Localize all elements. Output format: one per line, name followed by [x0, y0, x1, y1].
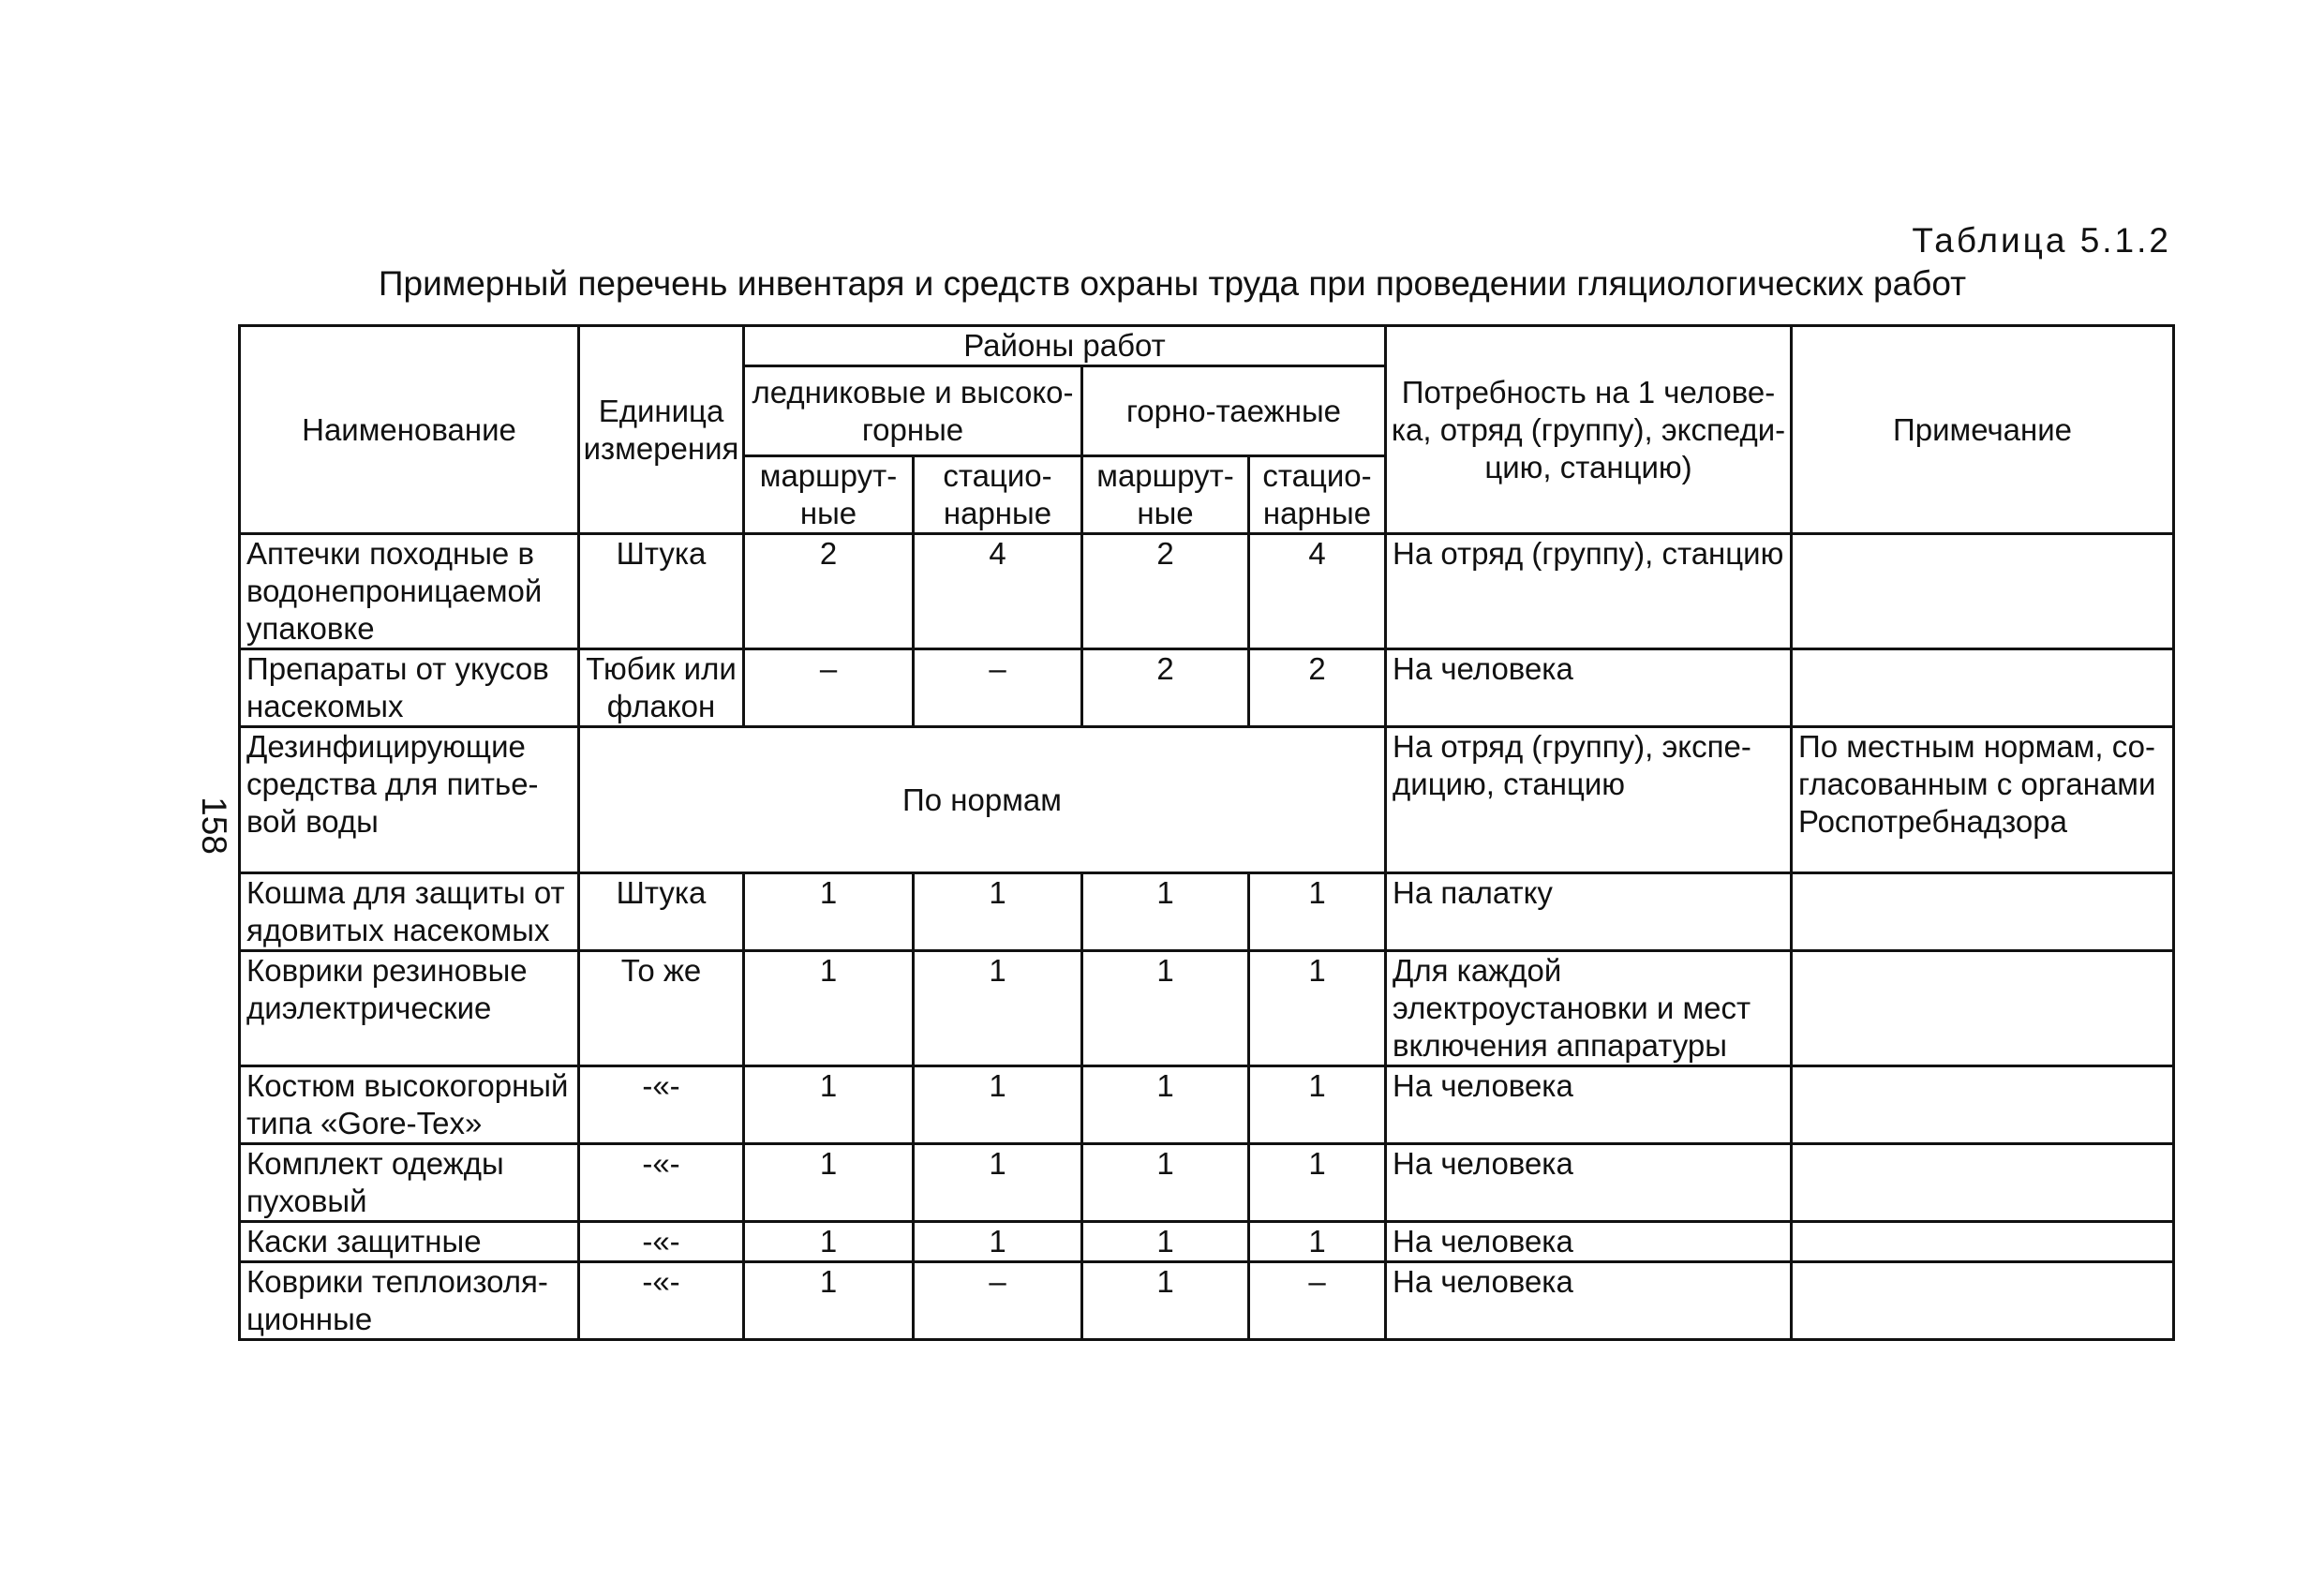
- row-need: На человека: [1386, 1262, 1792, 1340]
- row-name: Кошма для защиты от ядовитых насекомых: [240, 873, 579, 951]
- row-value: –: [914, 649, 1082, 727]
- row-note: [1792, 649, 2174, 727]
- row-note: [1792, 1144, 2174, 1222]
- row-value: 1: [1082, 1262, 1249, 1340]
- row-name: Каски защитные: [240, 1222, 579, 1262]
- row-need: На отряд (группу), экспедицию, станцию: [1386, 727, 1792, 873]
- row-value: 1: [1082, 1144, 1249, 1222]
- row-value: 1: [1082, 951, 1249, 1066]
- row-name: Коврики резиновые диэлектрические: [240, 951, 579, 1066]
- row-name: Костюм высокогорный типа «Gore-Tex»: [240, 1066, 579, 1144]
- table-label: Таблица 5.1.2: [1912, 221, 2171, 260]
- row-value: 2: [1082, 649, 1249, 727]
- row-value: 4: [1249, 534, 1386, 649]
- row-unit: Штука: [579, 534, 744, 649]
- row-merged-value: По нормам: [579, 727, 1386, 873]
- row-value: 1: [914, 951, 1082, 1066]
- row-need: На человека: [1386, 649, 1792, 727]
- row-value: 1: [1082, 1066, 1249, 1144]
- table-title: Примерный перечень инвентаря и средств охраны труда при проведении гляциологических работ: [378, 264, 1967, 303]
- table-row: [240, 1144, 2174, 1222]
- row-value: 1: [1082, 873, 1249, 951]
- row-note: [1792, 1262, 2174, 1340]
- header-glacier: ледниковые и высокогорные: [744, 366, 1082, 456]
- row-value: 1: [1249, 951, 1386, 1066]
- row-name: Препараты от укусов насекомых: [240, 649, 579, 727]
- header-name: Наименование: [240, 326, 579, 534]
- table-row: [240, 951, 2174, 1066]
- table-row: [240, 1222, 2174, 1262]
- row-value: 1: [914, 1144, 1082, 1222]
- row-value: 1: [1249, 1222, 1386, 1262]
- row-name: Аптечки походные в водонепроницаемой упаковке: [240, 534, 579, 649]
- row-value: 1: [1249, 1144, 1386, 1222]
- row-value: –: [1249, 1262, 1386, 1340]
- row-need: Для каждой электроустановки и мест включения аппаратуры: [1386, 951, 1792, 1066]
- table-row: [240, 1066, 2174, 1144]
- row-name: Коврики теплоизоляционные: [240, 1262, 579, 1340]
- table-row: [240, 649, 2174, 727]
- row-value: 4: [914, 534, 1082, 649]
- table-row: [240, 727, 2174, 873]
- row-value: –: [914, 1262, 1082, 1340]
- row-value: 1: [914, 873, 1082, 951]
- row-name: Дезинфицирующие средства для питьевой воды: [240, 727, 579, 873]
- row-unit: -«-: [579, 1262, 744, 1340]
- row-value: 1: [744, 1144, 914, 1222]
- row-need: На палатку: [1386, 873, 1792, 951]
- header-taiga: горно-таежные: [1082, 366, 1386, 456]
- row-note: [1792, 873, 2174, 951]
- table-row: [240, 1262, 2174, 1340]
- row-note: По местным нормам, согласованным с органами Роспотребнадзора: [1792, 727, 2174, 873]
- row-unit: -«-: [579, 1066, 744, 1144]
- row-value: 2: [1249, 649, 1386, 727]
- row-value: 2: [1082, 534, 1249, 649]
- table-header: [240, 326, 2174, 534]
- row-note: [1792, 951, 2174, 1066]
- page-number: 158: [194, 797, 233, 855]
- row-unit: -«-: [579, 1222, 744, 1262]
- table-row: [240, 873, 2174, 951]
- table-body: [240, 534, 2174, 1340]
- header-need: Потребность на 1 человека, отряд (группу), экспедицию, станцию): [1386, 326, 1792, 534]
- row-value: 1: [744, 1262, 914, 1340]
- row-unit: Тюбик или флакон: [579, 649, 744, 727]
- header-note: Примечание: [1792, 326, 2174, 534]
- row-value: 1: [914, 1066, 1082, 1144]
- header-taiga-route: маршрутные: [1082, 456, 1249, 534]
- row-unit: То же: [579, 951, 744, 1066]
- header-unit: Единица измерения: [579, 326, 744, 534]
- row-value: 1: [744, 951, 914, 1066]
- row-value: 1: [1249, 873, 1386, 951]
- row-value: 1: [744, 1222, 914, 1262]
- table-row: [240, 534, 2174, 649]
- row-note: [1792, 534, 2174, 649]
- row-note: [1792, 1066, 2174, 1144]
- row-value: 1: [1249, 1066, 1386, 1144]
- row-unit: Штука: [579, 873, 744, 951]
- row-value: 1: [744, 1066, 914, 1144]
- row-need: На отряд (группу), станцию: [1386, 534, 1792, 649]
- header-taiga-stationary: стационарные: [1249, 456, 1386, 534]
- row-value: 1: [744, 873, 914, 951]
- row-name: Комплект одежды пуховый: [240, 1144, 579, 1222]
- row-value: 2: [744, 534, 914, 649]
- header-glacier-stationary: стационарные: [914, 456, 1082, 534]
- row-value: –: [744, 649, 914, 727]
- row-value: 1: [914, 1222, 1082, 1262]
- header-regions: Районы работ: [744, 326, 1386, 366]
- row-unit: -«-: [579, 1144, 744, 1222]
- row-need: На человека: [1386, 1222, 1792, 1262]
- inventory-table: [238, 324, 2175, 1341]
- row-value: 1: [1082, 1222, 1249, 1262]
- row-need: На человека: [1386, 1144, 1792, 1222]
- header-glacier-route: маршрутные: [744, 456, 914, 534]
- row-need: На человека: [1386, 1066, 1792, 1144]
- row-note: [1792, 1222, 2174, 1262]
